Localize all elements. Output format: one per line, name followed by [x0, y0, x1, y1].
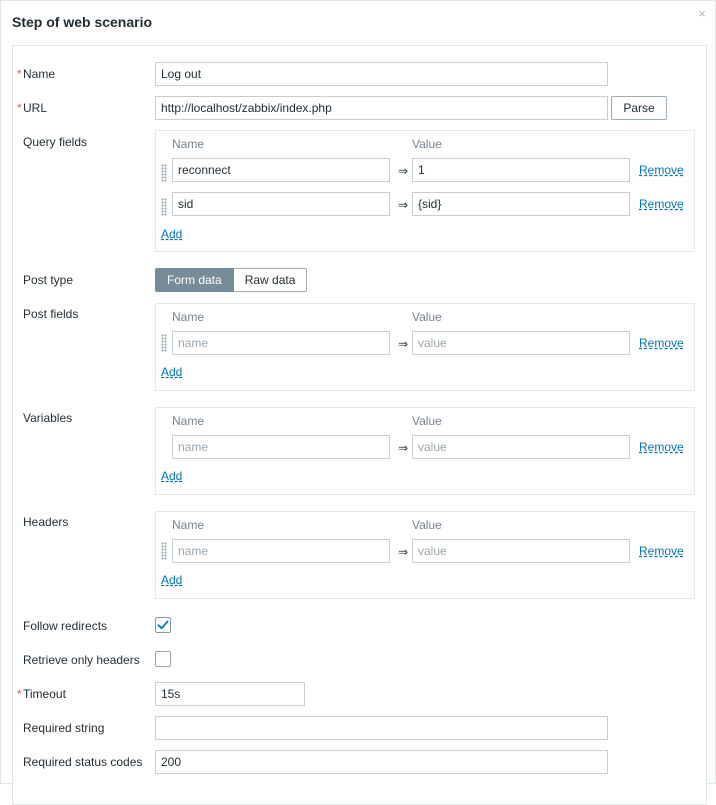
variables-label: Variables: [23, 411, 73, 425]
remove-link[interactable]: Remove: [639, 544, 684, 558]
query-fields-table: [155, 130, 695, 252]
post-type-form-data[interactable]: Form data: [155, 268, 234, 292]
remove-link[interactable]: Remove: [639, 197, 684, 211]
add-header-link[interactable]: Add: [161, 573, 183, 587]
add-post-field-link[interactable]: Add: [161, 365, 183, 379]
required-marker: *: [17, 687, 22, 701]
remove-link[interactable]: Remove: [639, 336, 684, 350]
query-value-input[interactable]: {sid}: [412, 192, 630, 216]
drag-handle-icon[interactable]: [161, 198, 167, 216]
post-col-name: Name: [172, 310, 205, 324]
headers-table: [155, 511, 695, 599]
arrow-icon: ⇒: [398, 545, 409, 559]
name-input[interactable]: Log out: [155, 62, 608, 86]
post-fields-table: [155, 303, 695, 391]
name-label: * Name: [17, 67, 56, 81]
add-query-field-link[interactable]: Add: [161, 227, 183, 241]
post-type-raw-data[interactable]: Raw data: [234, 268, 308, 292]
drag-handle-icon[interactable]: [161, 542, 167, 560]
headers-col-name: Name: [172, 518, 205, 532]
url-label: * URL: [17, 101, 48, 115]
drag-handle-icon[interactable]: [161, 334, 167, 352]
post-fields-label: Post fields: [23, 307, 79, 321]
query-name-input[interactable]: sid: [172, 192, 390, 216]
required-marker: *: [17, 101, 22, 115]
header-name-input[interactable]: name: [172, 539, 390, 563]
checkmark-icon: [157, 619, 169, 631]
follow-redirects-checkbox[interactable]: [155, 617, 171, 633]
post-value-input[interactable]: value: [412, 331, 630, 355]
headers-col-value: Value: [412, 518, 442, 532]
arrow-icon: ⇒: [398, 441, 409, 455]
query-fields-label: Query fields: [23, 135, 88, 149]
required-string-label: Required string: [23, 721, 105, 735]
variables-col-value: Value: [412, 414, 442, 428]
post-type-label: Post type: [23, 273, 74, 287]
follow-redirects-label: Follow redirects: [23, 619, 108, 633]
variable-name-input[interactable]: name: [172, 435, 390, 459]
query-name-input[interactable]: reconnect: [172, 158, 390, 182]
timeout-label: * Timeout: [17, 687, 66, 701]
parse-button[interactable]: Parse: [611, 96, 667, 120]
variable-value-input[interactable]: value: [412, 435, 630, 459]
timeout-input[interactable]: 15s: [155, 682, 305, 706]
post-name-input[interactable]: name: [172, 331, 390, 355]
drag-handle-icon[interactable]: [161, 164, 167, 182]
remove-link[interactable]: Remove: [639, 440, 684, 454]
retrieve-only-headers-checkbox[interactable]: [155, 651, 171, 667]
arrow-icon: ⇒: [398, 337, 409, 351]
arrow-icon: ⇒: [398, 198, 409, 212]
variables-col-name: Name: [172, 414, 205, 428]
query-col-value: Value: [412, 137, 442, 151]
post-col-value: Value: [412, 310, 442, 324]
variables-table: [155, 407, 695, 495]
required-marker: *: [17, 67, 22, 81]
required-status-codes-input[interactable]: 200: [155, 750, 608, 774]
url-input[interactable]: http://localhost/zabbix/index.php: [155, 96, 608, 120]
headers-label: Headers: [23, 515, 69, 529]
arrow-icon: ⇒: [398, 164, 409, 178]
dialog-title: Step of web scenario: [12, 14, 153, 30]
add-variable-link[interactable]: Add: [161, 469, 183, 483]
close-icon[interactable]: ×: [698, 6, 706, 21]
query-col-name: Name: [172, 137, 205, 151]
retrieve-only-headers-label: Retrieve only headers: [23, 653, 140, 667]
required-string-input[interactable]: [155, 716, 608, 740]
remove-link[interactable]: Remove: [639, 163, 684, 177]
post-type-toggle: [155, 268, 307, 292]
header-value-input[interactable]: value: [412, 539, 630, 563]
query-value-input[interactable]: 1: [412, 158, 630, 182]
required-status-codes-label: Required status codes: [23, 755, 143, 769]
